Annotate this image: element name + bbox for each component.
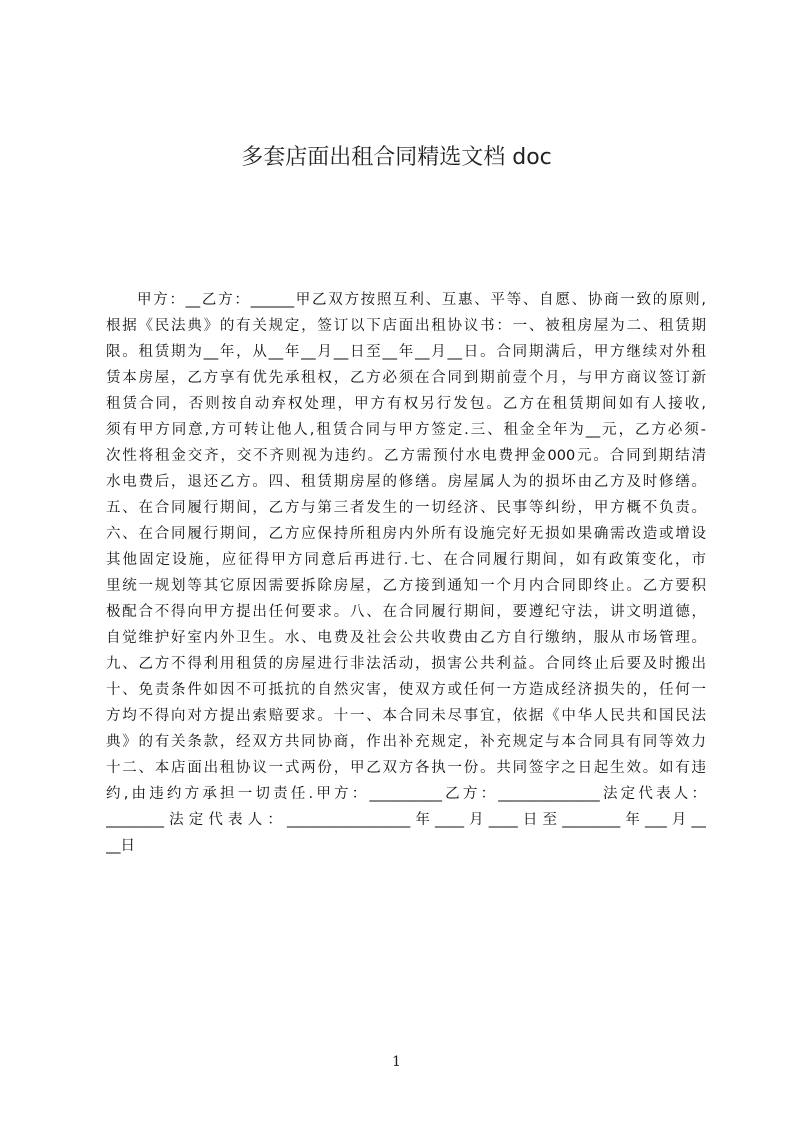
body-line: 十二、本店面出租协议一式两份，甲乙双方各执一份。共同签字之日起生效。如有违 bbox=[106, 760, 706, 776]
body-line: 极配合不得向甲方提出任何要求。八、在合同履行期间，要遵纪守法，讲文明道德， bbox=[106, 604, 706, 620]
body-line: 根据《民法典》的有关规定，签订以下店面出租协议书：一、被租房屋为二、租赁期 bbox=[106, 318, 706, 334]
body-line: 十、免责条件如因不可抵抗的自然灾害，使双方或任何一方造成经济损失的，任何一 bbox=[106, 682, 706, 698]
body-line: 租赁合同，否则按自动弃权处理，甲方有权另行发包。乙方在租赁期间如有人接收, bbox=[106, 396, 706, 412]
body-line: 九、乙方不得利用租赁的房屋进行非法活动，损害公共利益。合同终止后要及时搬出 bbox=[106, 656, 706, 672]
body-line: 里统一规划等其它原因需要拆除房屋，乙方接到通知一个月内合同即终止。乙方要积 bbox=[106, 578, 706, 594]
body-line: 方均不得向对方提出索赔要求。十一、本合同未尽事宜，依据《中华人民共和国民法 bbox=[106, 708, 706, 724]
body-line: 约,由违约方承担一切责任.甲方：__________乙方：______________法定代表人： bbox=[106, 786, 706, 802]
body-line: 其他固定设施，应征得甲方同意后再进行.七、在合同履行期间，如有政策变化，市 bbox=[106, 552, 706, 568]
body-line: 次性将租金交齐，交不齐则视为违约。乙方需预付水电费押金000元。合同到期结清 bbox=[106, 448, 706, 464]
body-line: 典》的有关条款，经双方共同协商，作出补充规定，补充规定与本合同具有同等效力 bbox=[106, 734, 706, 750]
body-line: 限。租赁期为__年，从__年__月__日至__年__月__日。合同期满后，甲方继续对外租 bbox=[106, 344, 706, 360]
body-line: 赁本房屋，乙方享有优先承租权，乙方必须在合同到期前壹个月，与甲方商议签订新 bbox=[106, 370, 706, 386]
body-line: 甲方：__乙方：______甲乙双方按照互利、互惠、平等、自愿、协商一致的原则, bbox=[137, 292, 706, 308]
body-line: 六、在合同履行期间，乙方应保持所租房内外所有设施完好无损如果确需改造或增设 bbox=[106, 526, 706, 542]
contract-body bbox=[106, 287, 706, 859]
body-line: 自觉维护好室内外卫生。水、电费及社会公共收费由乙方自行缴纳，服从市场管理。 bbox=[106, 630, 706, 646]
body-line: ________法定代表人：_________________年____月____日至________年___月__ bbox=[106, 812, 706, 828]
page-number: 1 bbox=[392, 1054, 401, 1070]
body-line: 五、在合同履行期间，乙方与第三者发生的一切经济、民事等纠纷，甲方概不负责。 bbox=[106, 500, 706, 516]
body-line: 水电费后，退还乙方。四、租赁期房屋的修缮。房屋属人为的损坏由乙方及时修缮。 bbox=[106, 474, 706, 490]
body-line: __日 bbox=[106, 838, 135, 854]
document-title: 多套店面出租合同精选文档 doc bbox=[241, 145, 552, 170]
body-line: 须有甲方同意,方可转让他人,租赁合同与甲方签定.三、租金全年为__元，乙方必须- bbox=[106, 422, 706, 438]
